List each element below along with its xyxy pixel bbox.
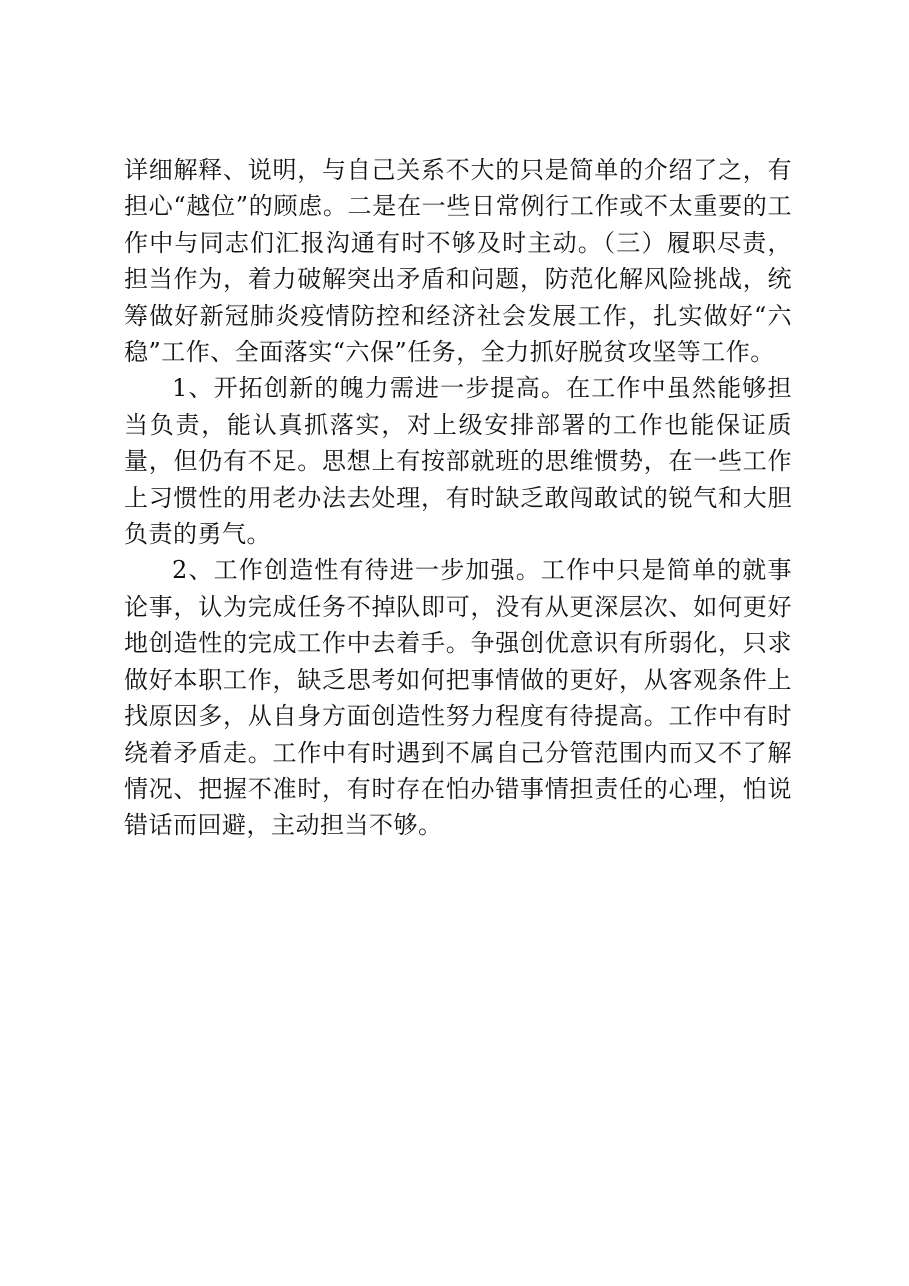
paragraph-continuation: 详细解释、说明，与自己关系不大的只是简单的介绍了之，有担心“越位”的顾虑。二是在一些日常例行工作或不太重要的工作中与同志们汇报沟通有时不够及时主动。（三）履职尽责，担当作为，着力破解突出矛盾和问题，防范化解风险挑战，统筹做好新冠肺炎疫情防控和经济社会发展工作，扎实做好“六稳”工作、全面落实“六保”任务，全力抓好脱贫攻坚等工作。 — [124, 156, 792, 367]
document-page — [124, 152, 792, 844]
paragraph-item-1: 1、开拓创新的魄力需进一步提高。在工作中虽然能够担当负责，能认真抓落实，对上级安排部署的工作也能保证质量，但仍有不足。思想上有按部就班的思维惯势，在一些工作上习惯性的用老办法去处理，有时缺乏敢闯敢试的锐气和大胆负责的勇气。 — [124, 374, 792, 549]
paragraph-item-2: 2、工作创造性有待进一步加强。工作中只是简单的就事论事，认为完成任务不掉队即可，没有从更深层次、如何更好地创造性的完成工作中去着手。争强创优意识有所弱化，只求做好本职工作，缺乏思考如何把事情做的更好，从客观条件上找原因多，从自身方面创造性努力程度有待提高。工作中有时绕着矛盾走。工作中有时遇到不属自己分管范围内而又不了解情况、把握不准时，有时存在怕办错事情担责任的心理，怕说错话而回避，主动担当不够。 — [124, 556, 792, 840]
